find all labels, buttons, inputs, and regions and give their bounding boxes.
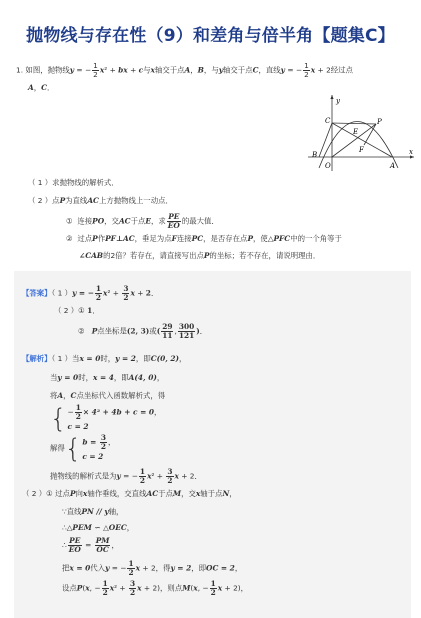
figure-label-C: C <box>325 117 331 125</box>
line-PC <box>332 123 376 124</box>
solution-part-2-line-4: ∴ $\frac{PE}{EO}$ = $\frac{PM}{OC}$ ， <box>62 536 119 554</box>
question-2-part-2-cont: ∠CAB的2倍？若存在，请直接写出点P的坐标；若不存在，请说明理由． <box>79 251 321 260</box>
solution-part-2-line-2: ∵直线PN // y轴， <box>62 507 124 516</box>
question-2-part-1: ① 连接PO，交AC于点E，求 $\frac{PE}{EO}$ 的最大值． <box>66 212 219 230</box>
figure-label-A: A <box>390 162 396 170</box>
solution-part-2-line-3: ∴△PEM ∽ △OEC， <box>62 523 135 532</box>
solution-line-1: 【解析】（ 1 ）当x = 0时，y = 2，即C(0, 2)， <box>22 354 187 363</box>
figure-label-x: x <box>409 148 413 156</box>
page-title: 抛物线与存在性（9）和差角与倍半角【题集C】 <box>26 26 395 46</box>
y-axis-arrow <box>330 95 333 99</box>
solution-part-2-line-6: 设点P(x, − $\frac{1}{2}$ x² + $\frac{3}{2}$ x + 2)，则点M(x, − $\frac{1}{2}$ x + 2)， <box>62 579 249 597</box>
problem-line-2: A，C． <box>28 83 55 92</box>
answer-line-3: ② P点坐标是(2, 3)或( $\frac{29}{11}$ , $\frac{300}{121}$ )． <box>78 322 208 340</box>
solution-part-2-line-1: （ 2 ）① 过点P向x轴作垂线，交直线AC于点M，交x轴于点N， <box>22 489 237 498</box>
parabola-curve <box>319 122 398 169</box>
figure-label-F: F <box>359 146 364 154</box>
figure-label-P: P <box>377 118 382 126</box>
figure-label-E: E <box>353 128 359 136</box>
solution-system-2: 解得{ b = $\frac{3}{2}$ ， c = 2 <box>50 433 116 464</box>
answer-line-2: （ 2 ）① 1． <box>54 306 100 315</box>
solution-system-1: { − $\frac{1}{2}$ × 4² + 4b + c = 0， c = 2 <box>50 403 162 434</box>
solution-line-5: 抛物线的解析式是为y = − $\frac{1}{2}$ x² + $\frac{3}{2}$ x + 2． <box>50 467 202 485</box>
figure-label-O: O <box>325 162 331 170</box>
figure-label-B: B <box>312 151 318 159</box>
line-BC <box>319 123 332 157</box>
question-2: （ 2 ）点P为直线AC上方抛物线上一动点． <box>28 196 173 205</box>
figure-label-y: y <box>336 97 340 105</box>
solution-line-3: 将A，C点坐标代入函数解析式，得 <box>50 391 166 400</box>
parabola-figure <box>306 93 416 173</box>
question-2-part-2: ② 过点P作PF⊥AC，垂足为点F连接PC，是否存在点P，使△PFC中的一个角等于 <box>66 234 342 243</box>
solution-line-2: 当y = 0时，x = 4，即A(4, 0)， <box>50 373 165 382</box>
problem-line-1: 1. 如图，抛物线y = − $\frac{1}{2}$ x² + bx + c与x轴交于点A，B，与y轴交于点C，直线y = − $\frac{1}{2}$ x + 2经过点 <box>16 61 353 79</box>
line-PF <box>364 124 376 145</box>
question-1: （ 1 ）求抛物线的解析式． <box>28 178 119 187</box>
answer-line-1: 【答案】（ 1 ）y = − $\frac{1}{2}$ x² + $\frac{3}{2}$ x + 2． <box>22 284 159 302</box>
solution-part-2-line-5: 把x = 0代入y = − $\frac{1}{2}$ x + 2，得y = 2，即OC = 2， <box>62 559 243 577</box>
